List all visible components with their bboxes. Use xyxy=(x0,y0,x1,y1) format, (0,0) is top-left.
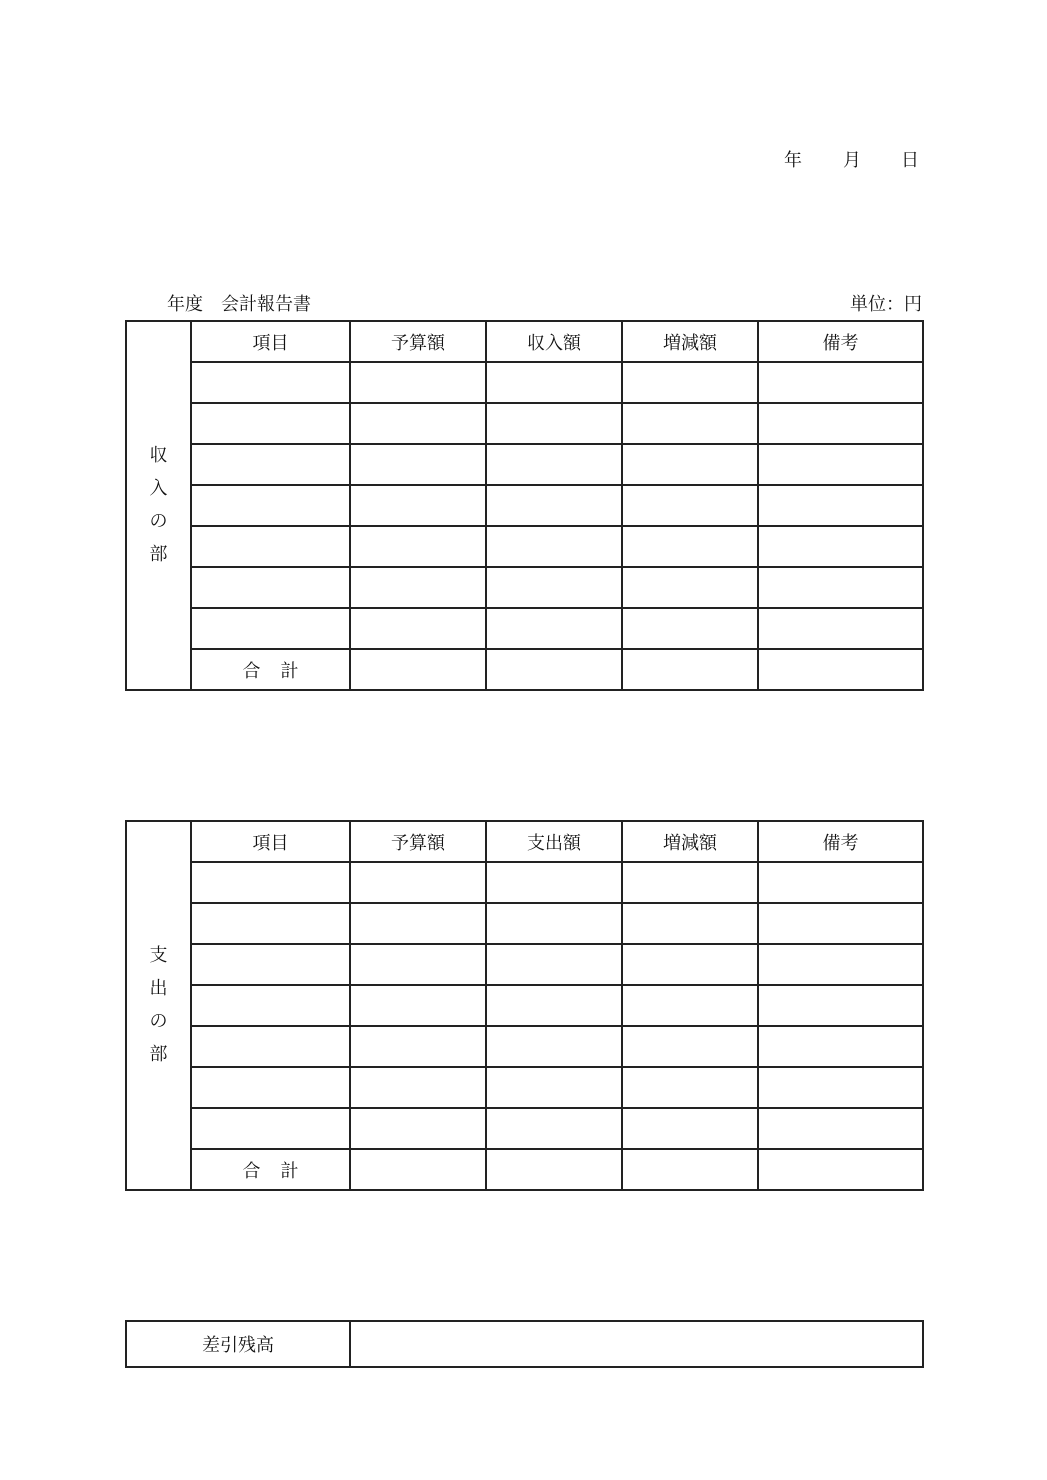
table-cell[interactable] xyxy=(758,862,923,903)
table-cell[interactable] xyxy=(191,862,350,903)
table-row xyxy=(126,985,923,1026)
table-cell[interactable] xyxy=(622,403,758,444)
column-header-expense: 支出額 xyxy=(486,821,622,862)
total-label xyxy=(191,649,350,690)
table-cell[interactable] xyxy=(191,608,350,649)
table-row xyxy=(126,485,923,526)
table-row xyxy=(126,1026,923,1067)
table-cell[interactable] xyxy=(758,944,923,985)
table-cell[interactable] xyxy=(622,567,758,608)
table-cell[interactable] xyxy=(622,526,758,567)
table-cell[interactable] xyxy=(350,903,486,944)
table-cell[interactable] xyxy=(350,485,486,526)
table-cell[interactable] xyxy=(191,985,350,1026)
table-cell[interactable] xyxy=(622,444,758,485)
column-header-income: 収入額 xyxy=(486,321,622,362)
section-char: 支 xyxy=(149,945,168,966)
total-row xyxy=(126,649,923,690)
date-month-label: 月 xyxy=(843,150,861,171)
income-table xyxy=(125,320,924,691)
table-cell[interactable] xyxy=(486,608,622,649)
table-cell[interactable] xyxy=(191,903,350,944)
balance-label: 差引残高 xyxy=(126,1321,350,1367)
column-header-item: 項目 xyxy=(191,321,350,362)
table-cell[interactable] xyxy=(350,444,486,485)
table-cell[interactable] xyxy=(350,362,486,403)
table-cell[interactable] xyxy=(191,1067,350,1108)
table-cell[interactable] xyxy=(758,1108,923,1149)
table-row xyxy=(126,362,923,403)
column-header-diff: 増減額 xyxy=(622,321,758,362)
table-header-row xyxy=(126,321,923,362)
table-cell[interactable] xyxy=(758,1067,923,1108)
table-cell[interactable] xyxy=(191,403,350,444)
column-header-notes: 備考 xyxy=(758,821,923,862)
expense-section-label xyxy=(126,821,191,1190)
table-row xyxy=(126,403,923,444)
section-char: 部 xyxy=(149,544,168,565)
table-cell[interactable] xyxy=(622,1108,758,1149)
table-cell[interactable] xyxy=(622,362,758,403)
table-cell[interactable] xyxy=(758,485,923,526)
table-cell[interactable] xyxy=(350,608,486,649)
table-row xyxy=(126,444,923,485)
table-row xyxy=(126,526,923,567)
table-cell[interactable] xyxy=(486,862,622,903)
column-header-budget: 予算額 xyxy=(350,321,486,362)
table-cell[interactable] xyxy=(622,903,758,944)
table-header-row xyxy=(126,821,923,862)
table-cell[interactable] xyxy=(191,362,350,403)
table-cell[interactable] xyxy=(350,526,486,567)
date-day-label: 日 xyxy=(901,150,919,171)
income-section-label xyxy=(126,321,191,690)
unit-label: 単位：円 xyxy=(850,294,922,315)
total-cell[interactable] xyxy=(350,649,486,690)
table-row xyxy=(126,903,923,944)
column-header-budget: 予算額 xyxy=(350,821,486,862)
total-char: 計 xyxy=(280,660,299,682)
table-cell[interactable] xyxy=(758,985,923,1026)
total-row xyxy=(126,1149,923,1190)
table-cell[interactable] xyxy=(350,1108,486,1149)
table-cell[interactable] xyxy=(191,1026,350,1067)
table-cell[interactable] xyxy=(486,903,622,944)
section-char: 収 xyxy=(149,445,168,466)
table-row xyxy=(126,1067,923,1108)
section-char: の xyxy=(149,511,168,532)
table-cell[interactable] xyxy=(758,403,923,444)
table-cell[interactable] xyxy=(350,985,486,1026)
table-row xyxy=(126,608,923,649)
table-cell[interactable] xyxy=(191,944,350,985)
column-header-notes: 備考 xyxy=(758,321,923,362)
table-row xyxy=(126,1108,923,1149)
table-cell[interactable] xyxy=(486,485,622,526)
total-cell[interactable] xyxy=(350,1149,486,1190)
table-cell[interactable] xyxy=(758,444,923,485)
date-year-label: 年 xyxy=(784,150,802,171)
balance-row xyxy=(126,1321,923,1367)
table-cell[interactable] xyxy=(622,608,758,649)
table-row xyxy=(126,567,923,608)
column-header-item: 項目 xyxy=(191,821,350,862)
total-cell[interactable] xyxy=(486,1149,622,1190)
table-cell[interactable] xyxy=(350,862,486,903)
column-header-diff: 増減額 xyxy=(622,821,758,862)
table-row xyxy=(126,862,923,903)
total-char: 合 xyxy=(242,1160,261,1182)
table-cell[interactable] xyxy=(486,1067,622,1108)
title-row xyxy=(125,290,922,316)
table-cell[interactable] xyxy=(191,485,350,526)
table-cell[interactable] xyxy=(486,944,622,985)
section-char: 出 xyxy=(149,978,168,999)
table-cell[interactable] xyxy=(350,944,486,985)
table-cell[interactable] xyxy=(758,903,923,944)
balance-table xyxy=(125,1320,924,1368)
section-char: 部 xyxy=(149,1044,168,1065)
page-title: 年度 会計報告書 xyxy=(167,294,311,315)
table-cell[interactable] xyxy=(191,567,350,608)
table-cell[interactable] xyxy=(350,403,486,444)
table-cell[interactable] xyxy=(486,985,622,1026)
table-cell[interactable] xyxy=(486,1108,622,1149)
table-cell[interactable] xyxy=(350,567,486,608)
total-char: 合 xyxy=(242,660,261,682)
table-cell[interactable] xyxy=(350,1067,486,1108)
table-cell[interactable] xyxy=(758,1026,923,1067)
total-cell[interactable] xyxy=(486,649,622,690)
table-cell[interactable] xyxy=(191,1108,350,1149)
table-cell[interactable] xyxy=(758,526,923,567)
table-cell[interactable] xyxy=(486,526,622,567)
total-cell[interactable] xyxy=(622,1149,758,1190)
total-char: 計 xyxy=(280,1160,299,1182)
total-cell[interactable] xyxy=(758,1149,923,1190)
total-cell[interactable] xyxy=(622,649,758,690)
table-cell[interactable] xyxy=(622,1026,758,1067)
table-cell[interactable] xyxy=(622,1067,758,1108)
table-cell[interactable] xyxy=(622,862,758,903)
total-label xyxy=(191,1149,350,1190)
section-char: の xyxy=(149,1011,168,1032)
table-cell[interactable] xyxy=(758,567,923,608)
section-char: 入 xyxy=(149,478,168,499)
table-cell[interactable] xyxy=(622,485,758,526)
table-cell[interactable] xyxy=(622,985,758,1026)
table-cell[interactable] xyxy=(191,444,350,485)
table-cell[interactable] xyxy=(350,1026,486,1067)
table-cell[interactable] xyxy=(486,362,622,403)
table-cell[interactable] xyxy=(758,362,923,403)
total-cell[interactable] xyxy=(758,649,923,690)
table-cell[interactable] xyxy=(758,608,923,649)
table-cell[interactable] xyxy=(486,1026,622,1067)
table-cell[interactable] xyxy=(191,526,350,567)
table-cell[interactable] xyxy=(486,403,622,444)
expense-table xyxy=(125,820,924,1191)
table-cell[interactable] xyxy=(486,567,622,608)
table-cell[interactable] xyxy=(622,944,758,985)
table-row xyxy=(126,944,923,985)
table-cell[interactable] xyxy=(486,444,622,485)
balance-value[interactable] xyxy=(350,1321,923,1367)
